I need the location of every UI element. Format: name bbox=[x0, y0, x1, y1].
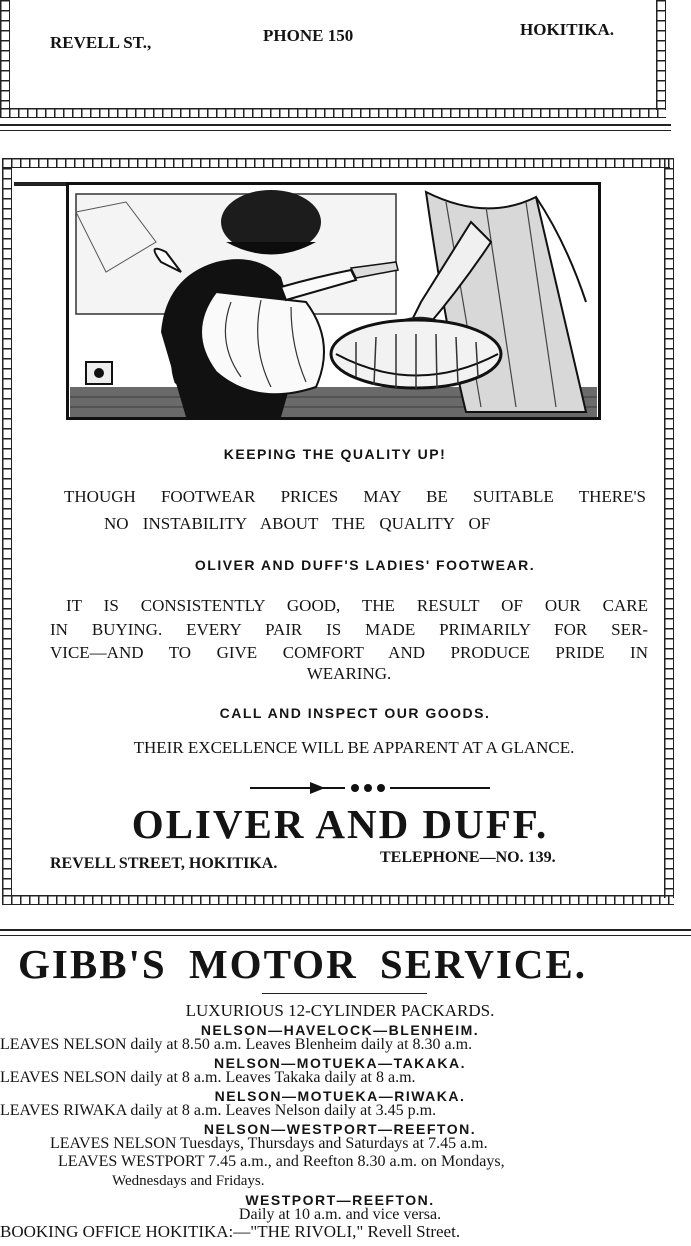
gibbs-route5: WESTPORT—REEFTON. bbox=[245, 1192, 435, 1208]
column-rule-1 bbox=[0, 124, 671, 126]
top-ad-town: HOKITIKA. bbox=[520, 20, 614, 39]
oliver-ad-para2-line3: VICE—AND TO GIVE COMFORT AND PRODUCE PRIDE IN bbox=[50, 643, 648, 662]
oliver-ad-para2-line1: IT IS CONSISTENTLY GOOD, THE RESULT OF OUR CARE bbox=[66, 596, 648, 615]
oliver-ad-headline: KEEPING THE QUALITY UP! bbox=[223, 446, 447, 462]
gibbs-route4-times-3: Wednesdays and Fridays. bbox=[112, 1173, 265, 1189]
oliver-ad-para1-line2: NO INSTABILITY ABOUT THE QUALITY OF bbox=[104, 514, 491, 533]
oliver-ad-para1-line1: THOUGH FOOTWEAR PRICES MAY BE SUITABLE THERE'S bbox=[64, 487, 646, 506]
oliver-ad-para2-line2: IN BUYING. EVERY PAIR IS MADE PRIMARILY FOR SER- bbox=[50, 620, 648, 639]
oliver-ad-firm-name: OLIVER AND DUFF. bbox=[131, 801, 549, 847]
oliver-ad-left-border bbox=[2, 158, 12, 898]
oliver-ad-call: CALL AND INSPECT OUR GOODS. bbox=[219, 705, 491, 721]
oliver-ad-bottom-border bbox=[2, 895, 674, 905]
oliver-ad-telephone: TELEPHONE—NO. 139. bbox=[380, 849, 556, 866]
gibbs-title-rule bbox=[262, 993, 427, 994]
top-ad-phone: PHONE 150 bbox=[263, 26, 354, 45]
gibbs-route1-times: LEAVES NELSON daily at 8.50 a.m. Leaves Blenheim daily at 8.30 a.m. bbox=[0, 1036, 473, 1053]
gibbs-route1: NELSON—HAVELOCK—BLENHEIM. bbox=[200, 1022, 480, 1038]
gibbs-route3: NELSON—MOTUEKA—RIWAKA. bbox=[214, 1088, 466, 1104]
gibbs-title: GIBB'S MOTOR SERVICE. bbox=[18, 941, 588, 987]
gibbs-route3-times: LEAVES RIWAKA daily at 8 a.m. Leaves Nelson daily at 3.45 p.m. bbox=[0, 1102, 437, 1119]
top-ad-bottom-border bbox=[0, 108, 666, 118]
ornament-divider-icon bbox=[250, 778, 490, 798]
gibbs-route5-times: Daily at 10 a.m. and vice versa. bbox=[238, 1206, 442, 1223]
oliver-ad-para2-line4: WEARING. bbox=[306, 664, 392, 683]
gibbs-route2-times: LEAVES NELSON daily at 8 a.m. Leaves Takaka daily at 8 a.m. bbox=[0, 1069, 416, 1086]
gibbs-route4: NELSON—WESTPORT—REEFTON. bbox=[203, 1121, 477, 1137]
oliver-ad-right-border bbox=[664, 158, 674, 898]
gibbs-subtitle: LUXURIOUS 12-CYLINDER PACKARDS. bbox=[185, 1001, 495, 1020]
gibbs-route4-times-2: LEAVES WESTPORT 7.45 a.m., and Reefton 8.30 a.m. on Mondays, bbox=[58, 1153, 505, 1170]
top-ad-street: REVELL ST., bbox=[50, 33, 152, 52]
woman-trying-on-shoe-illustration bbox=[66, 182, 601, 420]
oliver-ad-top-border bbox=[2, 158, 670, 168]
column-rule-4 bbox=[0, 935, 691, 936]
oliver-ad-excellence: THEIR EXCELLENCE WILL BE APPARENT AT A GLANCE. bbox=[133, 738, 575, 757]
oliver-ad-corner-rule bbox=[14, 182, 74, 186]
oliver-ad-address: REVELL STREET, HOKITIKA. bbox=[50, 855, 278, 872]
oliver-ad-subhead: OLIVER AND DUFF'S LADIES' FOOTWEAR. bbox=[194, 557, 536, 573]
column-rule-2 bbox=[0, 130, 671, 131]
top-ad-left-border bbox=[0, 0, 10, 110]
top-ad-right-border bbox=[656, 0, 666, 110]
gibbs-route4-times-1: LEAVES NELSON Tuesdays, Thursdays and Saturdays at 7.45 a.m. bbox=[50, 1135, 488, 1152]
gibbs-booking-office: BOOKING OFFICE HOKITIKA:—"THE RIVOLI," Revell Street. bbox=[0, 1222, 461, 1241]
column-rule-3 bbox=[0, 929, 691, 931]
gibbs-route2: NELSON—MOTUEKA—TAKAKA. bbox=[213, 1055, 467, 1071]
